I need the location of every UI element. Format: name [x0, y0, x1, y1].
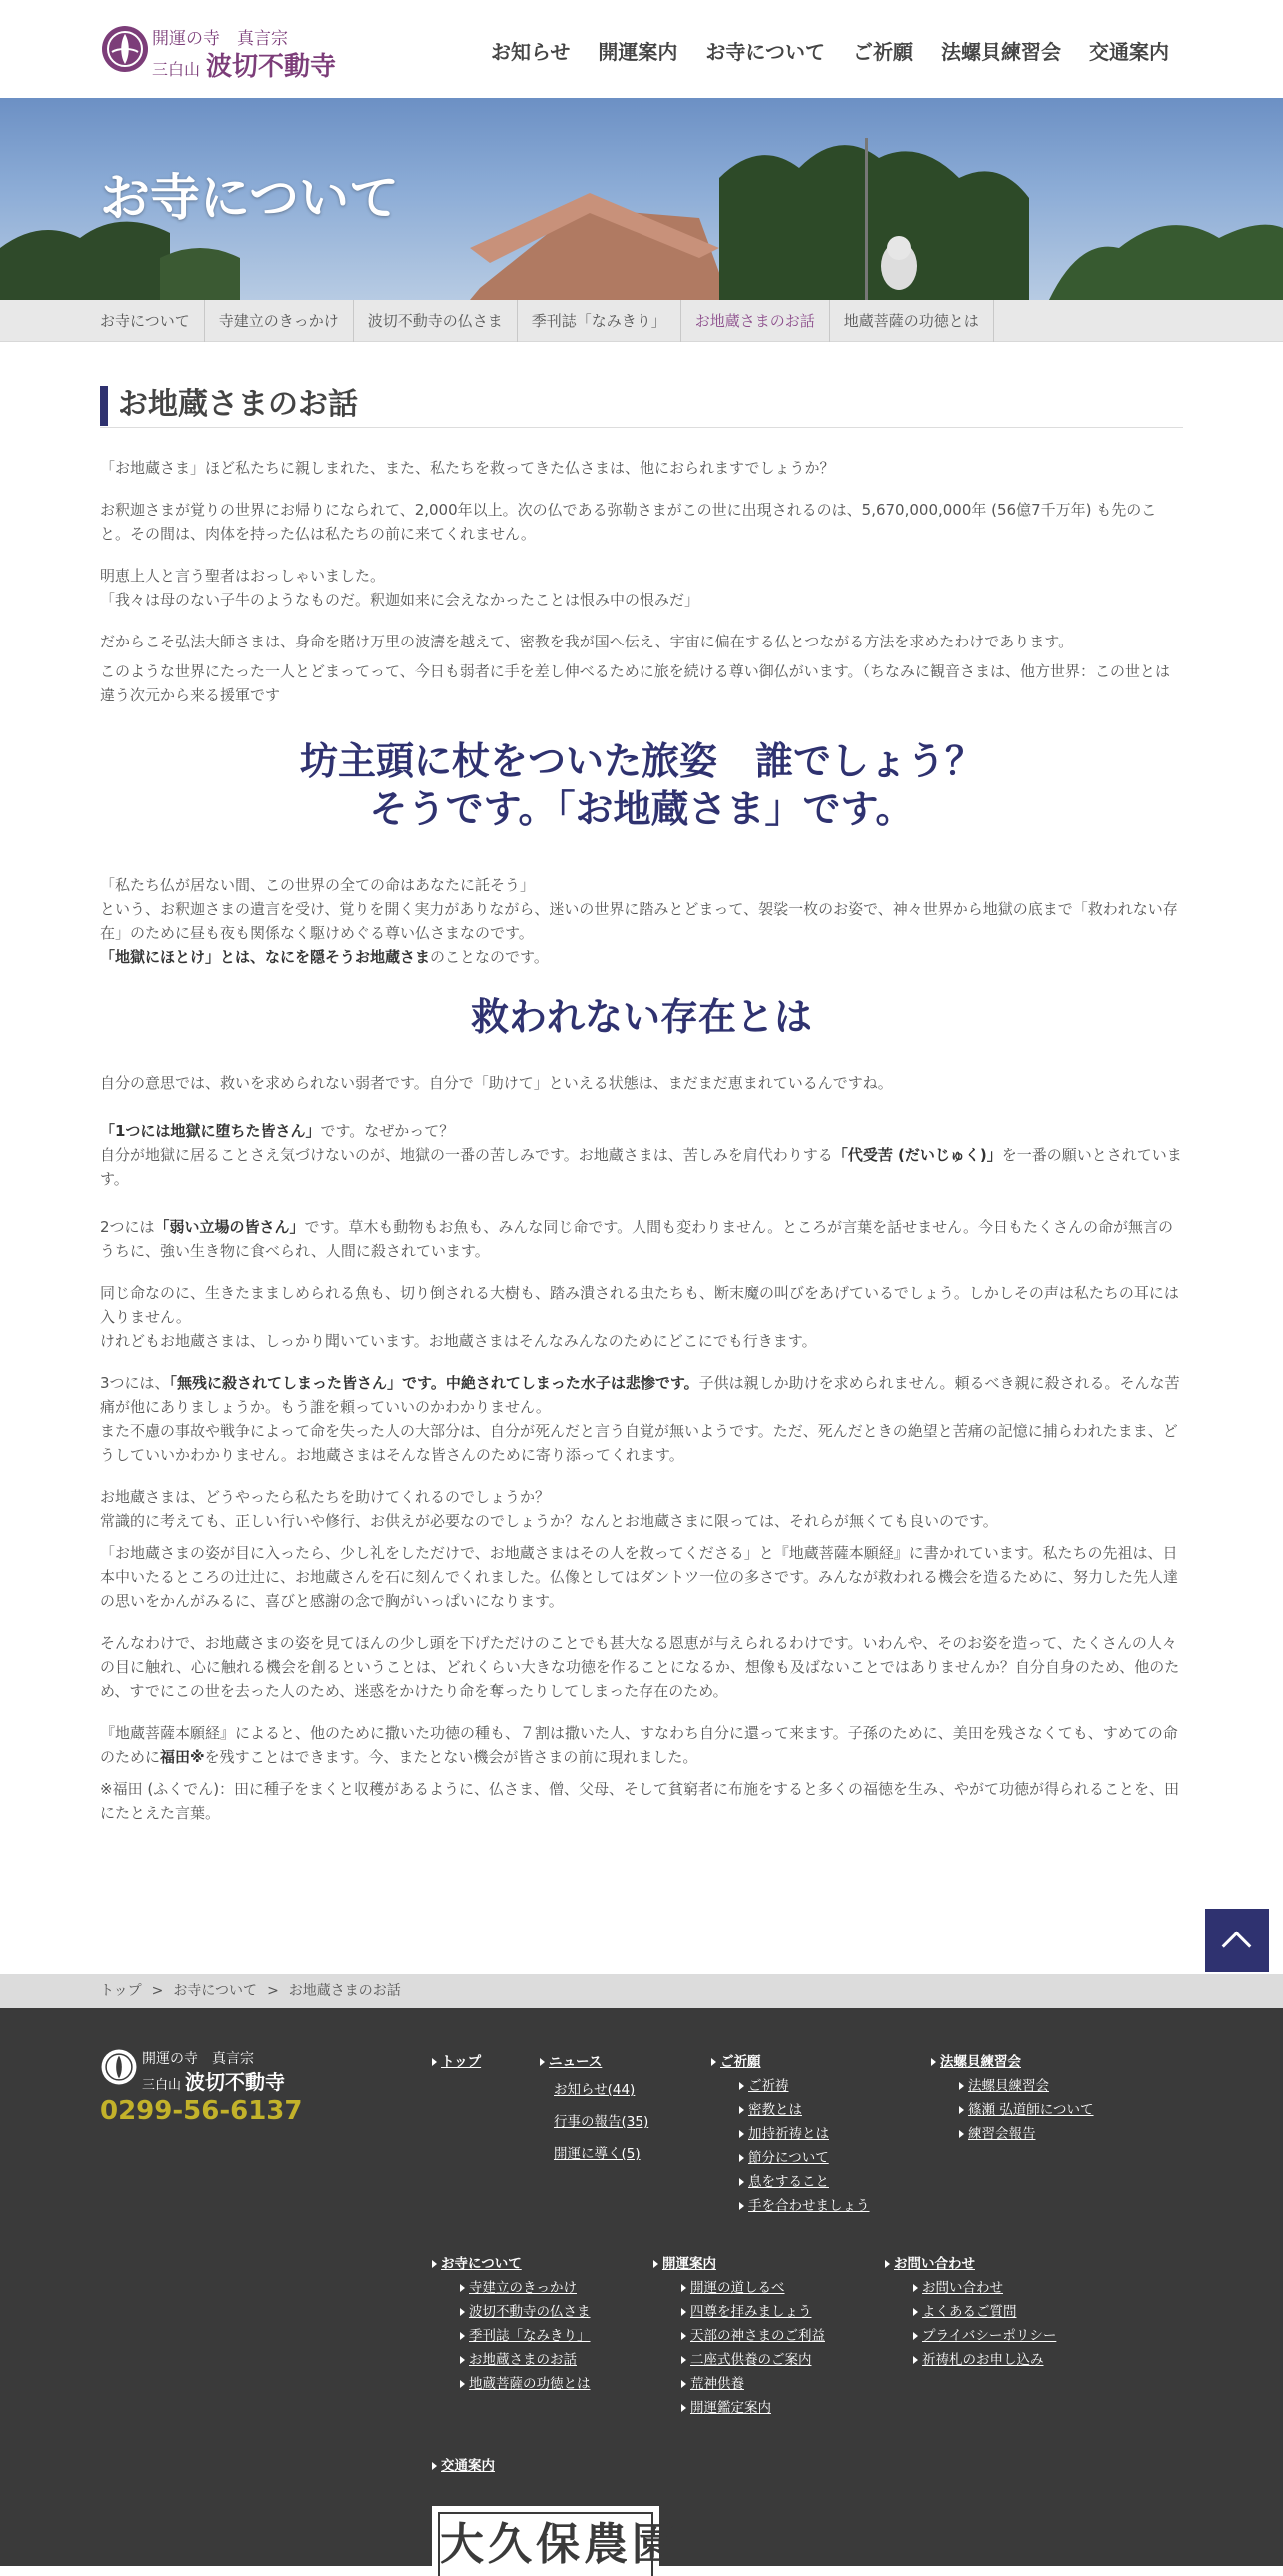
paragraph-intro: 「お地蔵さま」ほど私たちに親しまれた、また、私たちを救ってきた仏さまは、他におられますでしょうか？: [100, 459, 835, 477]
footer-logo-title: 三白山 波切不動寺: [142, 2070, 286, 2094]
paragraph-merit: そんなわけで、お地蔵さまの姿を見てほんの少し頭を下げただけのことでも甚大なる恩恵が与えられるわけです。いわんや、そのお姿を造って、たくさんの人々の目に触れ、心に触れる機会を創るということは、どれくらい大きな功徳を作ることになるか、想像も及ばないことではありませんか？自分自身のため、他のため、すでにこの世を去った人のため、迷惑をかけたり命を奪ったりしてしまった存在のため。: [100, 1634, 1180, 1700]
paragraph-shaka: お釈迦さまが覚りの世界にお帰りになられて、2,000年以上。次の仏である弥勒さまがこの世に出現されるのは、5,670,000,000年 (56億7千万年) も先のこと。その間は、肉体を持った仏は私たちの前に来てくれません。: [100, 501, 1157, 543]
breadcrumb: トップ > お寺について > お地蔵さまのお話: [0, 1974, 1283, 2008]
footer-col-access: [432, 2454, 495, 2478]
footer-kaiun-item[interactable]: 開運の道しるべ: [653, 2276, 825, 2300]
subnav-buddhas[interactable]: 波切不動寺の仏さま: [354, 300, 518, 342]
paragraph-weak: 自分の意思では、救いを求められない弱者です。自分で「助けて」といえる状態は、まだまだ恵まれているんですね。: [100, 1074, 893, 1092]
main-content: [100, 382, 1183, 1825]
subnav-about[interactable]: お寺について: [100, 300, 205, 342]
nav-kigan[interactable]: ご祈願: [853, 40, 913, 64]
footer-kigan-item[interactable]: 手を合わせましょう: [711, 2194, 870, 2218]
footer-contact-item[interactable]: プライバシーポリシー: [885, 2324, 1056, 2348]
breadcrumb-top[interactable]: トップ: [100, 1983, 142, 1999]
nav-kaiun[interactable]: 開運案内: [598, 40, 678, 64]
footer-about-item[interactable]: 波切不動寺の仏さま: [432, 2300, 591, 2324]
footer-link-horagai[interactable]: 法螺貝練習会: [931, 2050, 1094, 2074]
paragraph-will: 「私たち仏が居ない間、この世界の全ての命はあなたに託そう」 という、お釈迦さまの遺言を受け、覚りを開く実力がありながら、迷いの世界に踏みとどまって、袈裟一枚のお姿で、神々世界から地獄の底まで「救われない存在」のために昼も夜も関係なく駆けめぐる尊い仏さまなのです。 「地獄にほとけ」とは、なにを隠そうお地蔵さまのことなのです。: [100, 876, 1178, 966]
sub-nav: [0, 300, 1283, 342]
footer-contact-item[interactable]: 祈祷札のお申し込み: [885, 2348, 1056, 2372]
footer-kaiun-item[interactable]: 開運鑑定案内: [653, 2396, 825, 2420]
footer-col-kigan: [711, 2050, 870, 2218]
logo-subtitle: 開運の寺 真言宗: [152, 29, 288, 49]
footer-kaiun-item[interactable]: 二座式供養のご案内: [653, 2348, 825, 2372]
footer-col-about: [432, 2252, 591, 2396]
site-header: [0, 0, 1283, 98]
highlight-heading-unsaved: 救われない存在とは: [470, 995, 812, 1039]
temple-emblem-icon: [100, 24, 150, 74]
paragraph-hell: 「1つには地獄に堕ちた皆さん」です。なぜかって？ 自分が地獄に居ることさえ気づけないのが、地獄の一番の苦しみです。お地蔵さまは、苦しみを肩代わりする「代受苦 (だいじゅく)」を一番の願いとされています。: [100, 1122, 1182, 1188]
footer-phone[interactable]: 0299-56-6137: [100, 2096, 303, 2126]
footer-hora-item[interactable]: 練習会報告: [931, 2122, 1094, 2146]
nav-access[interactable]: 交通案内: [1089, 40, 1169, 64]
subnav-jizo-story[interactable]: お地蔵さまのお話: [681, 300, 830, 342]
footer-col-kaiun: [653, 2252, 825, 2420]
footer-about-item[interactable]: 寺建立のきっかけ: [432, 2276, 591, 2300]
site-logo[interactable]: [100, 22, 350, 82]
footer-about-item[interactable]: お地蔵さまのお話: [432, 2348, 591, 2372]
nav-news[interactable]: お知らせ: [490, 40, 571, 64]
footer-link-access[interactable]: 交通案内: [432, 2454, 495, 2478]
paragraph-traveler: このような世界にたった一人とどまってって、今日も弱者に手を差し伸べるために旅を続ける尊い御仏がいます。（ちなみに観音さまは、他方世界：この世とは違う次元から来る援軍です: [100, 662, 1171, 704]
footer-about-item[interactable]: 地蔵菩薩の功徳とは: [432, 2372, 591, 2396]
subnav-jizo-merit[interactable]: 地蔵菩薩の功徳とは: [830, 300, 994, 342]
footer-kaiun-item[interactable]: 四尊を拝みましょう: [653, 2300, 825, 2324]
okubo-farm-banner[interactable]: 大久保農園: [432, 2506, 659, 2576]
highlight-heading-jizo: 坊主頭に杖をついた旅姿 誰でしょう？ そうです。「お地蔵さま」です。: [299, 739, 983, 831]
footer-news-item[interactable]: 開運に導く(5): [554, 2146, 641, 2162]
footer-col-contact: [885, 2252, 1056, 2372]
page-title: お地蔵さまのお話: [100, 382, 1183, 428]
footer-about-item[interactable]: 季刊誌「なみきり」: [432, 2324, 591, 2348]
paragraph-fukuden: 『地蔵菩薩本願経』によると、他のために撒いた功徳の種も、７割は撒いた人、すなわち自分に還って来ます。子孫のために、美田を残さなくても、すめての命のために福田※を残すことはできます。今、またとない機会が皆さまの前に現れました。: [100, 1724, 1178, 1766]
hero-title: お寺について: [100, 168, 399, 227]
footer-hora-item[interactable]: 法螺貝練習会: [931, 2074, 1094, 2098]
hero-banner: [0, 98, 1283, 300]
footer-kigan-item[interactable]: 加持祈祷とは: [711, 2122, 870, 2146]
footer-hora-item[interactable]: 篠瀬 弘道師について: [931, 2098, 1094, 2122]
footer-link-about[interactable]: お寺について: [432, 2252, 591, 2276]
footer-kigan-item[interactable]: ご祈祷: [711, 2074, 870, 2098]
logo-title: 三白山 波切不動寺: [152, 52, 337, 82]
paragraph-how: お地蔵さまは、どうやったら私たちを助けてくれるのでしょうか？ 常識的に考えても、正しい行いや修行、お供えが必要なのでしょうか？なんとお地蔵さまに限っては、それらが無くても良いのです。: [100, 1488, 998, 1530]
footer-col-top: [432, 2050, 481, 2074]
page-top-button[interactable]: [1205, 1909, 1269, 1972]
paragraph-sutra: 「お地蔵さまの姿が目に入ったら、少し礼をしただけで、お地蔵さまはその人を救ってくださる」と『地蔵菩薩本願経』に書かれています。私たちの先祖は、日本中いたるところの辻辻に、お地蔵さんを石に刻んでくれました。仏像としてはダントツ一位の多さです。みんなが救われる機会を造るために、努力した先人達の思いをかんがみるに、喜びと感謝の念で胸がいっぱいになります。: [100, 1544, 1178, 1610]
footer-kaiun-item[interactable]: 荒神供養: [653, 2372, 825, 2396]
footer-link-news[interactable]: ニュース: [540, 2050, 648, 2074]
paragraph-myoe: 明恵上人と言う聖者はおっしゃいました。 「我々は母のない子牛のようなものだ。釈迦如来に会えなかったことは恨み中の恨みだ」: [100, 567, 700, 609]
paragraph-killed: 3つには、「無残に殺されてしまった皆さん」です。中絶されてしまった水子は悲惨です。子供は親しか助けを求められません。頼るべき親に殺される。そんな苦痛が他にありましょうか。もう誰を頼っていいのかわかりません。 また不慮の事故や戦争によって命を失った人の大部分は、自分が死んだと言う自覚が無いようです。ただ、死んだときの絶望と苦痛の記憶に捕らわれたまま、どうしていいかわかりません。お地蔵さまはそんな皆さんのために寄り添ってくれます。: [100, 1374, 1180, 1464]
footer-col-news: [540, 2050, 648, 2170]
paragraph-note: ※福田 (ふくでん)：田に種子をまくと収穫があるように、仏さま、僧、父母、そして貧窮者に布施をすると多くの福徳を生み、やがて功徳が得られることを、田にたとえた言葉。: [100, 1780, 1179, 1822]
paragraph-weak-beings: 2つには「弱い立場の皆さん」です。草木も動物もお魚も、みんな同じ命です。人間も変わりません。ところが言葉を話せません。今日もたくさんの命が無言のうちに、強い生き物に食べられ、人間に殺されています。: [100, 1218, 1173, 1260]
footer-col-horagai: [931, 2050, 1094, 2146]
footer-news-item[interactable]: 行事の報告(35): [554, 2114, 649, 2130]
footer-kaiun-item[interactable]: 天部の神さまのご利益: [653, 2324, 825, 2348]
footer-news-item[interactable]: お知らせ(44): [554, 2082, 636, 2098]
nav-about[interactable]: お寺について: [705, 40, 825, 64]
paragraph-voices: 同じ命なのに、生きたまましめられる魚も、切り倒される大樹も、踏み潰される虫たちも、断末魔の叫びをあげているでしょう。しかしその声は私たちの耳には入りません。 けれどもお地蔵さまは、しっかり聞いています。お地蔵さまはそんなみんなのためにどこにでも行きます。: [100, 1284, 1179, 1350]
footer-logo[interactable]: [100, 2048, 300, 2094]
footer-contact-item[interactable]: お問い合わせ: [885, 2276, 1056, 2300]
footer-link-contact[interactable]: お問い合わせ: [885, 2252, 1056, 2276]
footer-contact-item[interactable]: よくあるご質問: [885, 2300, 1056, 2324]
paragraph-kobo: だからこそ弘法大師さまは、身命を賭け万里の波濤を越えて、密教を我が国へ伝え、宇宙に偏在する仏とつながる方法を求めたわけであります。: [100, 633, 1074, 650]
footer-kigan-item[interactable]: 密教とは: [711, 2098, 870, 2122]
footer-kigan-item[interactable]: 節分について: [711, 2146, 870, 2170]
nav-horagai[interactable]: 法螺貝練習会: [941, 40, 1061, 64]
footer-link-top[interactable]: トップ: [432, 2050, 481, 2074]
site-footer: [0, 2008, 1283, 2570]
global-nav: [463, 36, 1169, 65]
temple-emblem-icon: [100, 2048, 138, 2086]
footer-logo-sub: 開運の寺 真言宗: [142, 2051, 254, 2067]
footer-link-kigan[interactable]: ご祈願: [711, 2050, 870, 2074]
subnav-magazine[interactable]: 季刊誌「なみきり」: [518, 300, 681, 342]
subnav-founding[interactable]: 寺建立のきっかけ: [205, 300, 354, 342]
breadcrumb-current: お地蔵さまのお話: [288, 1983, 401, 1999]
footer-link-kaiun[interactable]: 開運案内: [653, 2252, 825, 2276]
footer-kigan-item[interactable]: 息をすること: [711, 2170, 870, 2194]
breadcrumb-about[interactable]: お寺について: [173, 1983, 258, 1999]
